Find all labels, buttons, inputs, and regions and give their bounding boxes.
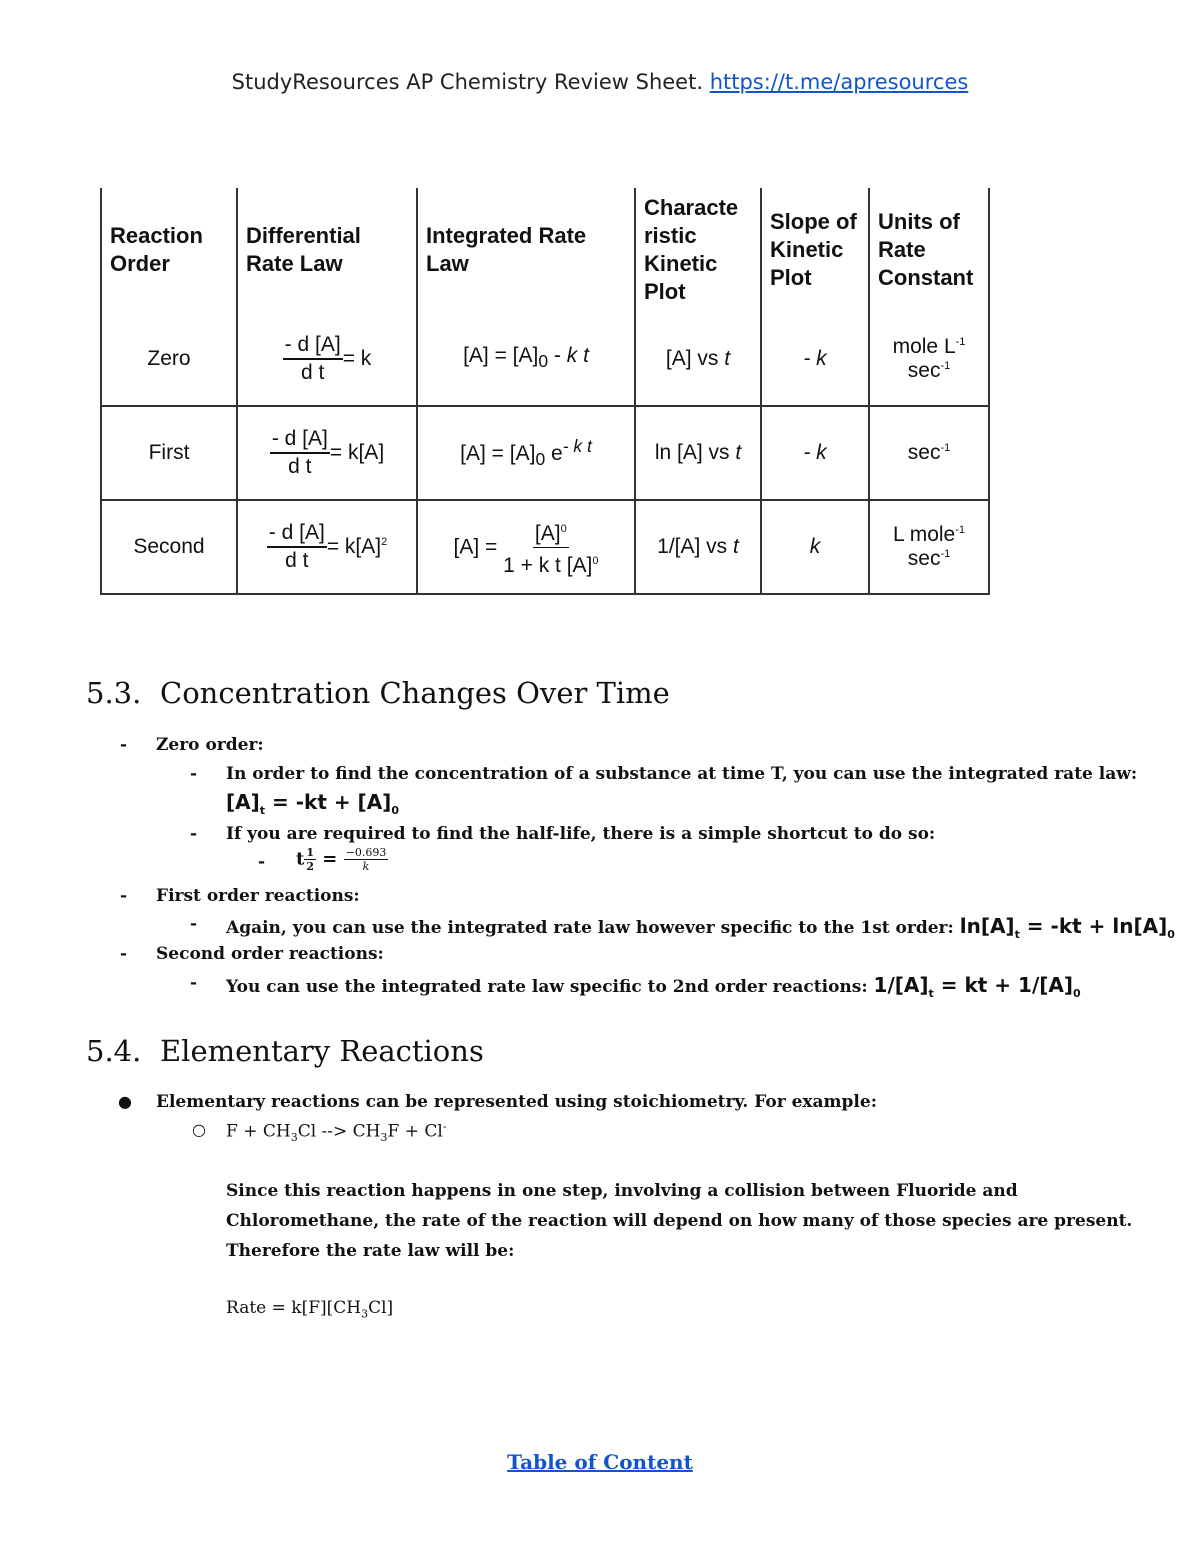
elementary-intro: Elementary reactions can be represented using stoichiometry. For example:: [156, 1092, 877, 1112]
differential-rate-law: [237, 312, 417, 406]
differential-rate-law: [237, 406, 417, 500]
section-title: Concentration Changes Over Time: [160, 676, 670, 710]
header-units: Units of Rate Constant: [869, 188, 989, 312]
first-order-sentence: Again, you can use the integrated rate law however specific to the 1st order:: [226, 918, 954, 938]
row-order: Second: [101, 500, 237, 594]
second-order-formula: $1/[A]_t$ = kt + $1/[A]_0$: [873, 973, 1081, 1000]
circle-bullet: ○: [192, 1120, 206, 1139]
header-title: StudyResources AP Chemistry Review Sheet.: [231, 70, 704, 94]
integrated-rate-law: $[A] = [A]_0 - k$ t: [417, 312, 635, 406]
diff-denominator: d t: [285, 549, 309, 572]
diff-numerator: - d [A]: [283, 332, 343, 360]
explanation-line-1: Since this reaction happens in one step, involving a collision between Fluoride and: [226, 1181, 1018, 1201]
slope: - k: [761, 406, 869, 500]
dash-bullet: -: [190, 973, 198, 993]
page-footer: [0, 1450, 1200, 1474]
section-5-3-heading: [86, 676, 670, 710]
header-slope: Slope of Kinetic Plot: [761, 188, 869, 312]
dash-bullet: -: [190, 764, 198, 784]
table-row: [101, 500, 989, 594]
table-of-content-link[interactable]: Table of Content: [507, 1450, 693, 1474]
section-number: 5.4.: [86, 1034, 142, 1068]
second-order-sentence: You can use the integrated rate law specific to 2nd order reactions:: [226, 977, 868, 997]
row-order: Zero: [101, 312, 237, 406]
disc-bullet: ●: [118, 1092, 132, 1111]
table-header-row: [101, 188, 989, 312]
dash-bullet: -: [120, 735, 128, 755]
header-reaction-order: Reaction Order: [101, 188, 237, 312]
zero-order-label: Zero order:: [156, 735, 264, 755]
first-order-formula: $\ln[A]_t = -kt + \ln[A]_0$: [959, 914, 1175, 941]
kinetic-plot: [A] vs t: [635, 312, 761, 406]
half-life-text: If you are required to find the half-life, there is a simple shortcut to do so:: [226, 824, 936, 844]
section-title: Elementary Reactions: [160, 1034, 484, 1068]
diff-rhs: = k: [342, 346, 372, 370]
zero-order-formula: $[A]_t = -kt + [A]_0$: [226, 790, 399, 817]
dash-bullet: -: [258, 852, 266, 872]
rate-constant-units: mole $L^{-1}$ $\sec^{-1}$: [869, 312, 989, 406]
section-5-4-heading: [86, 1034, 484, 1068]
differential-rate-law: [237, 500, 417, 594]
dash-bullet: -: [120, 944, 128, 964]
header-differential-rate-law: Differential Rate Law: [237, 188, 417, 312]
header-link[interactable]: https://t.me/apresources: [709, 70, 969, 94]
page-header: [0, 70, 1200, 94]
slope: - k: [761, 312, 869, 406]
section-number: 5.3.: [86, 676, 142, 710]
kinetic-plot: 1/[A] vs t: [635, 500, 761, 594]
table-row: [101, 406, 989, 500]
slope: k: [761, 500, 869, 594]
integrated-rate-law: [A] = $\frac{[A]^0}{1 + k t [A]^0}$: [417, 500, 635, 594]
explanation-line-2: Chloromethane, the rate of the reaction will depend on how many of those species are present.: [226, 1211, 1133, 1231]
header-integrated-rate-law: Integrated Rate Law: [417, 188, 635, 312]
zero-order-text: In order to find the concentration of a substance at time T, you can use the integrated rate law:: [226, 764, 1138, 784]
second-order-text: [226, 973, 1081, 1000]
row-order: First: [101, 406, 237, 500]
first-order-label: First order reactions:: [156, 886, 360, 906]
example-reaction: $F + CH_3Cl$ --> $CH_3F + Cl^-$: [226, 1120, 447, 1145]
diff-numerator: - d [A]: [270, 426, 330, 454]
dash-bullet: -: [120, 886, 128, 906]
kinetic-plot: ln [A] vs t: [635, 406, 761, 500]
rate-law-table: [100, 188, 990, 595]
table-row: [101, 312, 989, 406]
rate-constant-units: $\sec^{-1}$: [869, 406, 989, 500]
half-life-formula: t $\frac{1}{2}$ = $\frac{-0.693}{k}$: [296, 846, 387, 873]
first-order-text: [226, 914, 1175, 941]
dash-bullet: -: [190, 824, 198, 844]
header-kinetic-plot: Characte ristic Kinetic Plot: [635, 188, 761, 312]
diff-numerator: - d [A]: [267, 520, 327, 548]
diff-rhs: = k[A]: [329, 441, 385, 464]
rate-law-expression: Rate = $k[F][CH_3Cl]$: [226, 1298, 394, 1321]
integrated-rate-law: $[A] = [A]_0$ $e^{- k t}$: [417, 406, 635, 500]
dash-bullet: -: [190, 914, 198, 934]
diff-rhs: = $k[A]^2$: [326, 535, 388, 558]
rate-constant-units: L mole$^{-1}$ $\sec^{-1}$: [869, 500, 989, 594]
diff-denominator: d t: [301, 360, 325, 384]
second-order-label: Second order reactions:: [156, 944, 384, 964]
diff-denominator: d t: [288, 455, 312, 478]
explanation-line-3: Therefore the rate law will be:: [226, 1241, 515, 1261]
